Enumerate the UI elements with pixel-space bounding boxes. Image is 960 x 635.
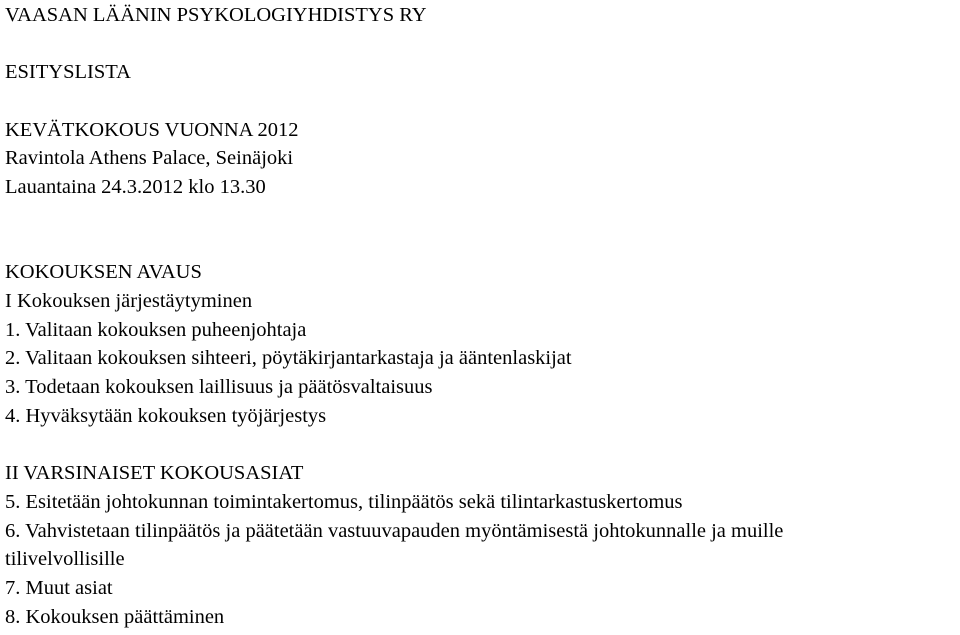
- opening-heading: KOKOUKSEN AVAUS: [5, 261, 202, 283]
- meeting-datetime: Lauantaina 24.3.2012 klo 13.30: [5, 176, 266, 198]
- document-type-heading: ESITYSLISTA: [5, 61, 131, 83]
- agenda-item: 2. Valitaan kokouksen sihteeri, pöytäkirjantarkastaja ja ääntenlaskijat: [5, 347, 572, 369]
- agenda-item-continuation: tilivelvollisille: [5, 548, 125, 570]
- agenda-item: 6. Vahvistetaan tilinpäätös ja päätetään vastuuvapauden myöntämisestä johtokunnalle ja muille: [5, 520, 784, 542]
- agenda-item: 8. Kokouksen päättäminen: [5, 606, 225, 628]
- meeting-venue: Ravintola Athens Palace, Seinäjoki: [5, 147, 294, 169]
- organization-name: VAASAN LÄÄNIN PSYKOLOGIYHDISTYS RY: [5, 4, 427, 26]
- agenda-item: 7. Muut asiat: [5, 577, 113, 599]
- agenda-item: 5. Esitetään johtokunnan toimintakertomus, tilinpäätös sekä tilintarkastuskertomus: [5, 491, 683, 513]
- meeting-title: KEVÄTKOKOUS VUONNA 2012: [5, 119, 299, 141]
- agenda-item: 4. Hyväksytään kokouksen työjärjestys: [5, 405, 327, 427]
- section-title-organization: I Kokouksen järjestäytyminen: [5, 290, 253, 312]
- section-title-main-business: II VARSINAISET KOKOUSASIAT: [5, 462, 304, 484]
- agenda-item: 1. Valitaan kokouksen puheenjohtaja: [5, 319, 307, 341]
- agenda-item: 3. Todetaan kokouksen laillisuus ja päätösvaltaisuus: [5, 376, 433, 398]
